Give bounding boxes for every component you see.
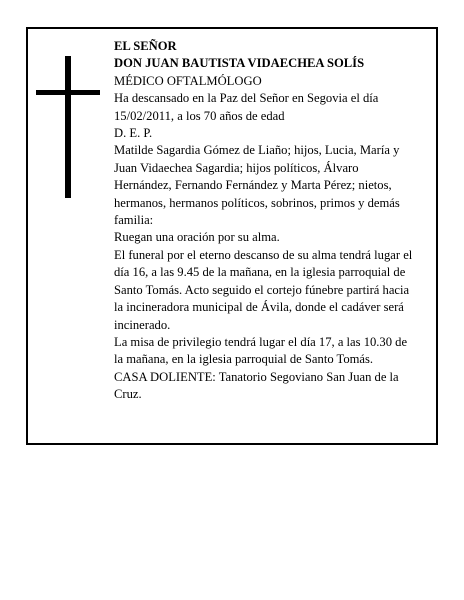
family-list: Matilde Sagardia Gómez de Liaño; hijos, Lucia, María y Juan Vidaechea Sagardia; hijos políticos, Álvaro Hernández, Fernando Fernández y Marta Pérez; nietos, hermanos, hermanos políticos, sobrinos, primos y demás familia: <box>114 143 400 228</box>
deceased-title: EL SEÑOR <box>114 39 177 53</box>
death-announcement-line-2: 15/02/2011, a los 70 años de edad <box>114 108 285 123</box>
rip-text: D. E. P. <box>114 126 153 141</box>
cross-horizontal-bar <box>36 90 100 95</box>
cross-vertical-bar <box>65 56 71 198</box>
funeral-home: CASA DOLIENTE: Tanatorio Segoviano San Juan de la Cruz. <box>114 369 399 402</box>
deceased-profession: MÉDICO OFTALMÓLOGO <box>114 73 262 88</box>
prayer-request: Ruegan una oración por su alma. <box>114 230 280 245</box>
funeral-details: El funeral por el eterno descanso de su alma tendrá lugar el día 16, a las 9.45 de la mañana, en la iglesia parroquial de Santo Tomás. Acto seguido el cortejo fúnebre partirá hacia la incineradora municipal de Ávila, donde el cadáver será incinerado. <box>114 247 413 332</box>
death-announcement-line-1: Ha descansado en la Paz del Señor en Segovia el día <box>114 91 379 106</box>
deceased-name: DON JUAN BAUTISTA VIDAECHEA SOLÍS <box>114 56 365 71</box>
obituary-text <box>114 38 419 404</box>
cross-icon <box>36 56 100 198</box>
mass-details: La misa de privilegio tendrá lugar el día 17, a las 10.30 de la mañana, en la iglesia parroquial de Santo Tomás. <box>114 334 408 367</box>
